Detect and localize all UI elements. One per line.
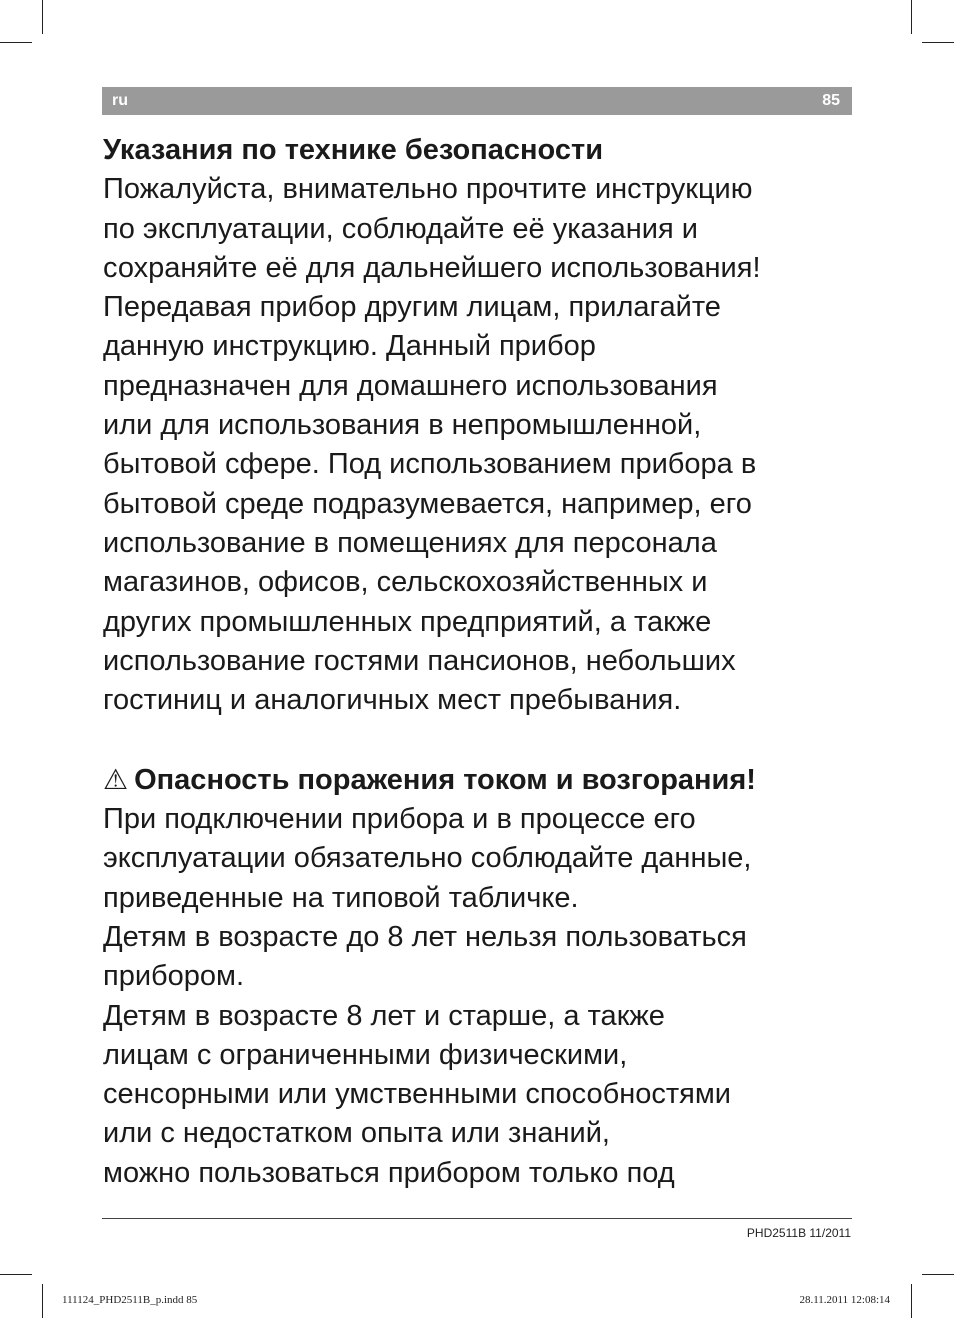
warning-triangle-icon: ⚠	[103, 763, 129, 795]
text-line: Детям в возрасте 8 лет и старше, а также	[103, 999, 665, 1032]
text-line: использование гостями пансионов, небольших	[103, 644, 736, 677]
crop-mark	[42, 0, 43, 34]
text-line: эксплуатации обязательно соблюдайте данные,	[103, 842, 752, 875]
section-title-safety: Указания по технике безопасности	[103, 134, 604, 166]
footer-model-date: PHD2511B 11/2011	[746, 1226, 851, 1240]
crop-mark	[0, 42, 32, 43]
crop-mark	[922, 1274, 954, 1275]
text-line: приведенные на типовой табличке.	[103, 881, 579, 914]
crop-mark	[911, 1284, 912, 1318]
text-line: Детям в возрасте до 8 лет нельзя пользоваться	[103, 920, 747, 953]
text-line: гостиниц и аналогичных мест пребывания.	[103, 684, 682, 717]
footer-divider	[102, 1218, 852, 1219]
section-title-electric-hazard	[103, 760, 863, 800]
warning-title-text: Опасность поражения током и возгорания!	[134, 763, 756, 796]
text-line: лицам с ограниченными физическими,	[103, 1038, 628, 1071]
language-code: ru	[112, 92, 128, 109]
page-number: 85	[822, 92, 840, 109]
crop-mark	[922, 42, 954, 43]
text-line: бытовой среде подразумевается, например, его	[103, 487, 752, 520]
text-line: использование в помещениях для персонала	[103, 526, 717, 559]
paragraph-spacer	[103, 720, 863, 759]
text-line: бытовой сфере. Под использованием прибора в	[103, 448, 757, 481]
text-line: предназначен для домашнего использования	[103, 369, 718, 402]
text-line: Передавая прибор другим лицам, прилагайте	[103, 291, 721, 324]
text-line: При подключении прибора и в процессе его	[103, 803, 696, 836]
print-slug-datetime: 28.11.2011 12:08:14	[799, 1294, 890, 1306]
text-line: Пожалуйста, внимательно прочтите инструкцию	[103, 173, 753, 206]
print-slug-file: 111124_PHD2511B_p.indd 85	[62, 1294, 198, 1306]
text-line: или с недостатком опыта или знаний,	[103, 1117, 610, 1150]
hazard-paragraph	[103, 800, 863, 1193]
text-line: сенсорными или умственными способностями	[103, 1078, 731, 1111]
safety-paragraph	[103, 170, 863, 720]
page-header-bar	[102, 87, 852, 115]
text-line: других промышленных предприятий, а также	[103, 605, 712, 638]
text-line: прибором.	[103, 960, 245, 993]
text-line: магазинов, офисов, сельскохозяйственных и	[103, 566, 708, 599]
text-line: или для использования в непромышленной,	[103, 409, 702, 442]
crop-mark	[0, 1274, 32, 1275]
crop-mark	[911, 0, 912, 34]
text-line: по эксплуатации, соблюдайте её указания и	[103, 212, 698, 245]
crop-mark	[42, 1284, 43, 1318]
document-body	[103, 131, 863, 1193]
text-line: можно пользоваться прибором только под	[103, 1156, 675, 1189]
text-line: данную инструкцию. Данный прибор	[103, 330, 596, 363]
text-line: сохраняйте её для дальнейшего использования!	[103, 251, 761, 284]
